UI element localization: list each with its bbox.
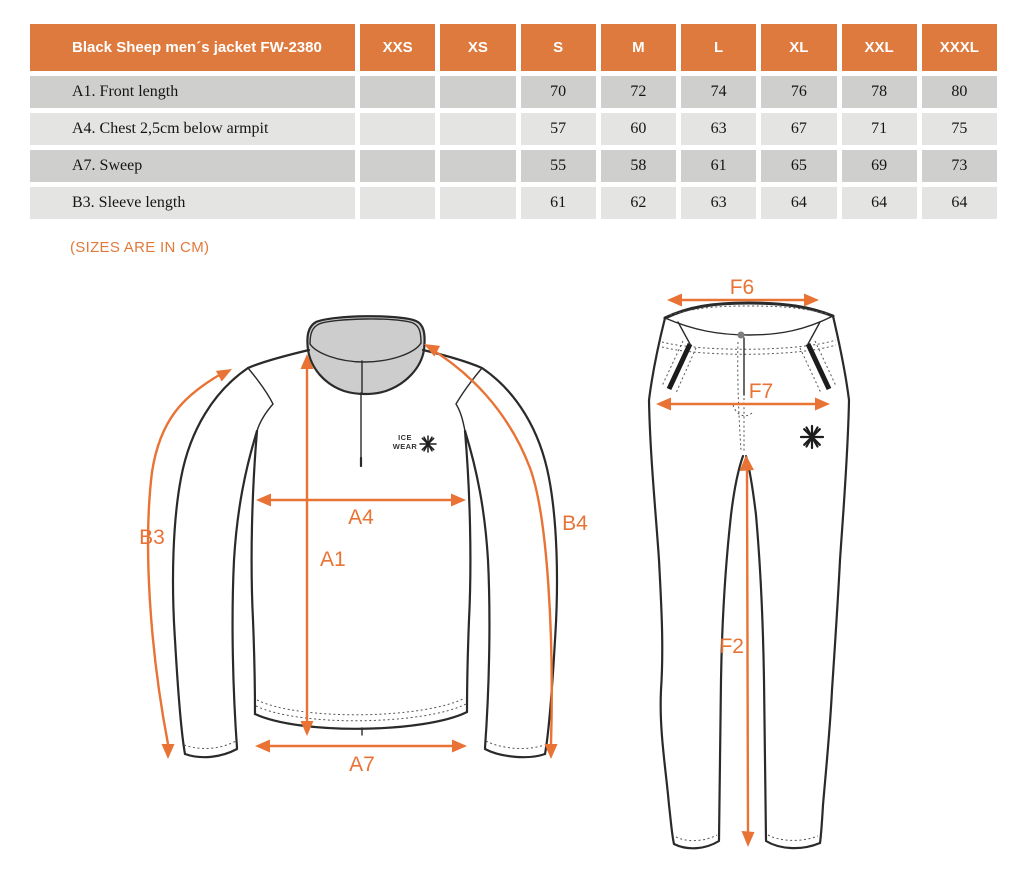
pants-left-hem — [674, 841, 719, 848]
value-cell — [360, 187, 435, 219]
value-cell: 61 — [681, 150, 756, 182]
sizes-unit-note: (SIZES ARE IN CM) — [70, 239, 210, 256]
size-header-s: S — [521, 24, 596, 71]
value-cell: 67 — [761, 113, 836, 145]
jacket-body-left-edge — [252, 431, 257, 714]
value-cell: 58 — [601, 150, 676, 182]
pants-right-outer — [820, 316, 849, 843]
jacket-diagram — [90, 290, 610, 810]
pants-button — [738, 332, 745, 339]
pants-fly-hook — [733, 405, 752, 416]
row-label-b3: B3. Sleeve length — [30, 187, 355, 219]
jacket-body-right-edge — [465, 431, 470, 712]
measure-a4 — [256, 494, 466, 530]
size-header-xl: XL — [761, 24, 836, 71]
measure-b3 — [139, 369, 232, 759]
value-cell: 71 — [842, 113, 917, 145]
value-cell: 64 — [922, 187, 997, 219]
row-label-a7: A7. Sweep — [30, 150, 355, 182]
pants-diagram — [630, 275, 880, 870]
pants-right-pocket — [808, 344, 829, 389]
row-label-a1: A1. Front length — [30, 76, 355, 108]
pants-left-pocket — [669, 344, 690, 389]
table-title: Black Sheep men´s jacket FW-2380 — [30, 24, 355, 71]
value-cell: 80 — [922, 76, 997, 108]
pants-waist-top — [665, 303, 833, 318]
value-cell: 63 — [681, 113, 756, 145]
size-header-m: M — [601, 24, 676, 71]
value-cell: 63 — [681, 187, 756, 219]
label-b4: B4 — [562, 512, 588, 535]
value-cell — [360, 113, 435, 145]
size-header-l: L — [681, 24, 756, 71]
jacket-logo-ice: ICE — [398, 433, 412, 442]
label-a1: A1 — [320, 548, 346, 571]
pants-right-hem — [766, 841, 820, 848]
measure-b4 — [424, 344, 588, 759]
size-header-xxxl: XXXL — [922, 24, 997, 71]
jacket-hem-stitch2 — [257, 698, 465, 715]
pants-fly-stitch-left — [738, 342, 741, 450]
pants-left-hem-stitch — [676, 835, 717, 841]
jacket-left-shoulder-seam — [248, 350, 309, 368]
measure-a7 — [255, 740, 467, 777]
jacket-left-cuff-stitch — [184, 741, 236, 748]
measure-a1 — [301, 354, 346, 736]
jacket-left-cuff — [185, 749, 237, 757]
value-cell: 78 — [842, 76, 917, 108]
jacket-logo-wear: WEAR — [392, 442, 418, 451]
row-label-a4: A4. Chest 2,5cm below armpit — [30, 113, 355, 145]
size-header-xxs: XXS — [360, 24, 435, 71]
label-b3: B3 — [139, 526, 165, 549]
size-header-xxl: XXL — [842, 24, 917, 71]
value-cell: 70 — [521, 76, 596, 108]
jacket-hem-stitch — [256, 704, 466, 721]
label-a4: A4 — [348, 506, 374, 529]
value-cell: 73 — [922, 150, 997, 182]
value-cell: 62 — [601, 187, 676, 219]
label-f7: F7 — [748, 380, 774, 403]
value-cell: 69 — [842, 150, 917, 182]
value-cell: 64 — [842, 187, 917, 219]
value-cell: 64 — [761, 187, 836, 219]
pants-right-hem-stitch — [768, 835, 818, 840]
value-cell — [440, 150, 515, 182]
value-cell — [440, 113, 515, 145]
pants-waist-lower — [665, 316, 833, 335]
label-a7: A7 — [349, 753, 375, 776]
pants-left-outer — [649, 318, 674, 844]
value-cell: 72 — [601, 76, 676, 108]
value-cell — [360, 150, 435, 182]
snowflake-icon — [801, 426, 823, 448]
value-cell: 75 — [922, 113, 997, 145]
value-cell: 61 — [521, 187, 596, 219]
size-header-xs: XS — [440, 24, 515, 71]
jacket-right-cuff — [485, 749, 545, 757]
value-cell — [440, 187, 515, 219]
measure-f2 — [719, 455, 754, 847]
value-cell: 76 — [761, 76, 836, 108]
snowflake-icon — [420, 436, 436, 452]
jacket-left-sleeve-outer — [173, 368, 248, 754]
value-cell: 74 — [681, 76, 756, 108]
value-cell: 65 — [761, 150, 836, 182]
jacket-right-cuff-stitch — [486, 741, 544, 748]
size-table — [30, 24, 997, 219]
value-cell: 55 — [521, 150, 596, 182]
value-cell: 60 — [601, 113, 676, 145]
value-cell — [360, 76, 435, 108]
value-cell — [440, 76, 515, 108]
jacket-left-raglan-seam — [248, 368, 273, 431]
measure-f7 — [656, 380, 830, 411]
value-cell: 57 — [521, 113, 596, 145]
label-f2: F2 — [719, 635, 744, 658]
label-f6: F6 — [729, 276, 755, 299]
